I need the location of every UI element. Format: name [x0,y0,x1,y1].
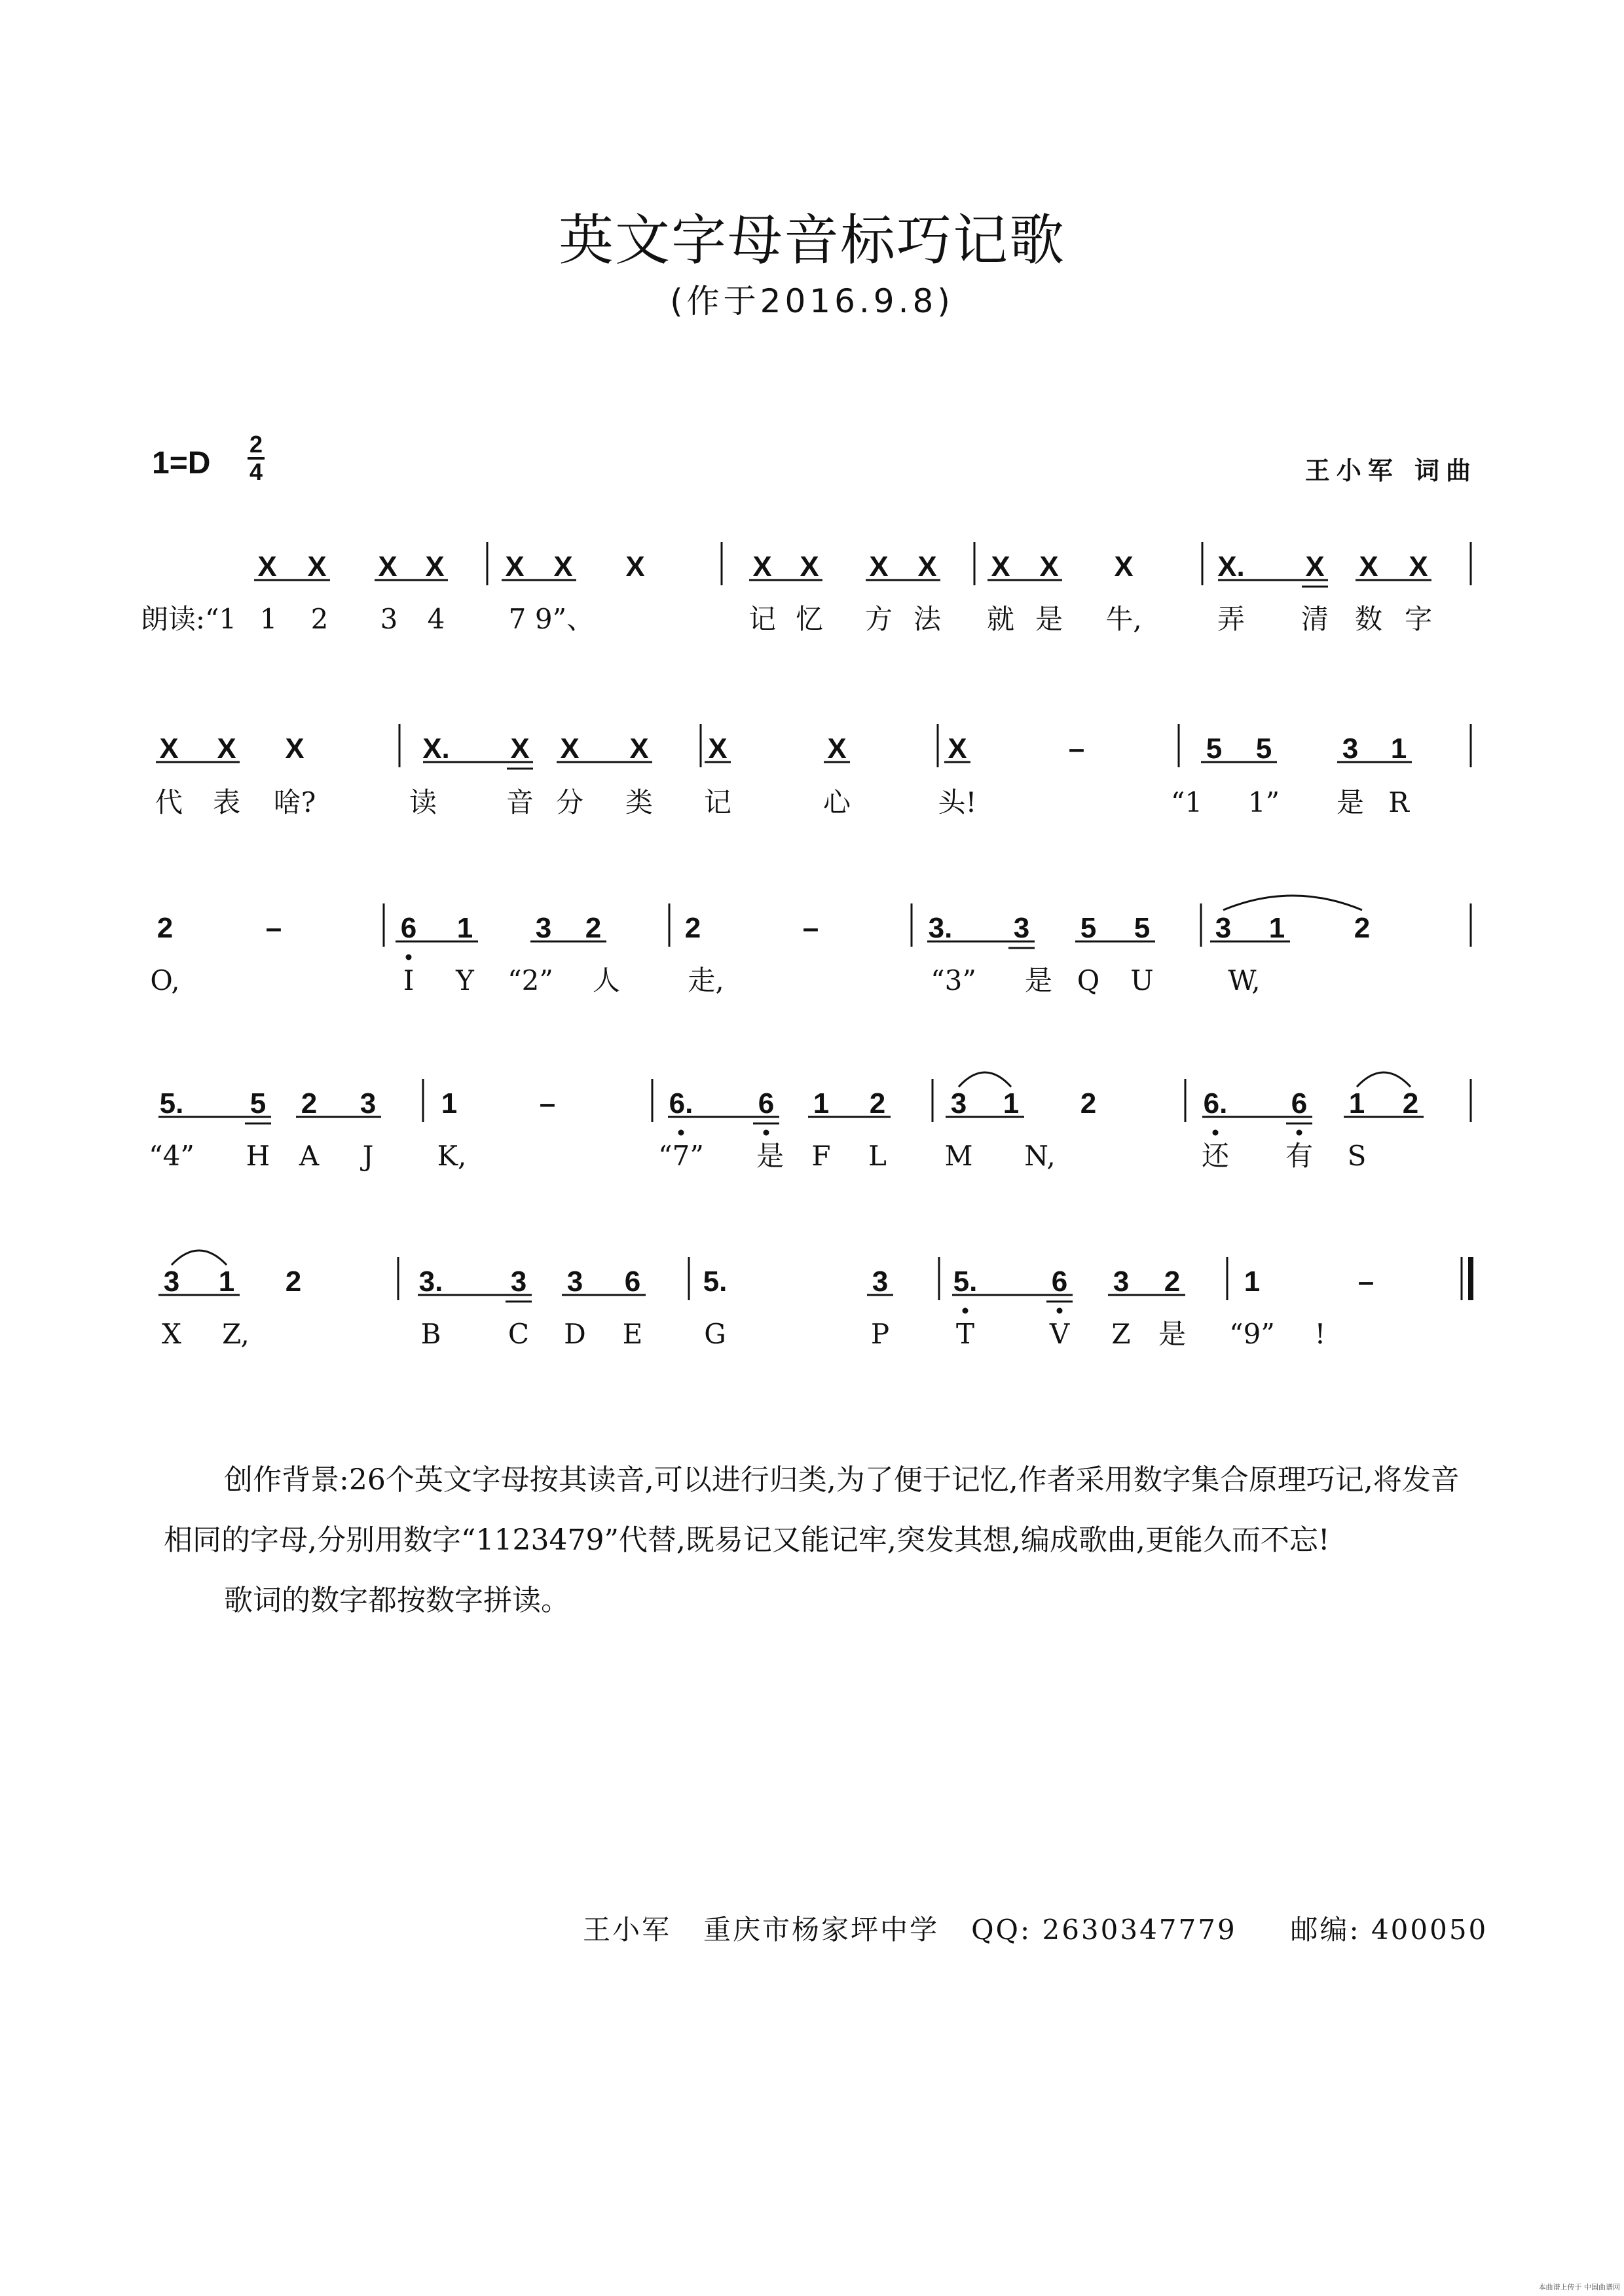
tie-arc [1223,896,1362,910]
time-top: 2 [249,431,263,458]
lyric-syllable: 是 [1158,1318,1187,1350]
jianpu-note: – [1357,1266,1375,1298]
jianpu-note: 1 [218,1266,235,1298]
jianpu-note: 1 [1244,1266,1261,1298]
lyric-syllable: J [362,1140,374,1172]
jianpu-note: 3 [950,1087,967,1120]
lyric-syllable: 有 [1285,1140,1314,1172]
lyric-syllable: “3” [931,964,976,996]
jianpu-note: 5. [159,1087,184,1120]
jianpu-note: 5. [953,1266,978,1298]
lyric-syllable: 方 [864,603,893,635]
jianpu-note: 3 [535,912,552,944]
lyric-syllable: 字 [1404,603,1433,635]
jianpu-note: X [869,551,889,583]
lyric-syllable: 是 [1024,964,1053,996]
lyric-syllable: 就 [986,603,1015,635]
jianpu-note: 5 [1255,733,1272,765]
jianpu-note: X [217,733,236,765]
lyric-syllable: S [1347,1140,1367,1172]
jianpu-note: X [708,733,728,765]
lyric-syllable: F [811,1140,831,1172]
jianpu-note: 1 [456,912,473,944]
lyric-syllable: 头! [938,786,977,818]
lyric-syllable: “4” [149,1140,194,1172]
jianpu-note: X [1114,551,1134,583]
jianpu-note: X. [422,733,450,765]
jianpu-note: 2 [585,912,602,944]
low-octave-dot [406,955,411,960]
lyric-syllable: Z, [222,1318,249,1350]
lyric-syllable: N, [1024,1140,1056,1172]
jianpu-note: 2 [869,1087,886,1120]
low-octave-dot [1297,1130,1302,1135]
lyric-syllable: 走, [688,964,724,996]
low-octave-dot [764,1130,769,1135]
jianpu-note: 3 [1215,912,1232,944]
jianpu-note: 3 [510,1266,527,1298]
jianpu-note: 6. [1203,1087,1228,1120]
lyric-syllable: 还 [1201,1140,1230,1172]
lyric-syllable: 弄 [1217,603,1246,635]
jianpu-note: X [159,733,179,765]
lyric-syllable: C [507,1318,530,1350]
jianpu-note: X [827,733,847,765]
lyric-syllable: 法 [913,603,942,635]
lyric-syllable: 分 [555,786,584,818]
jianpu-note: 5 [1206,733,1223,765]
jianpu-note: 6 [1051,1266,1068,1298]
lyric-syllable: 啥? [273,786,316,818]
lyric-syllable: L [868,1140,887,1172]
jianpu-note: X [307,551,327,583]
low-octave-dot [678,1130,684,1135]
jianpu-note: X [257,551,277,583]
song-title: 英文字母音标巧记歌 [558,208,1065,272]
lyric-syllable: 7 [508,603,526,635]
jianpu-note: X [505,551,525,583]
lyric-syllable: I [403,964,415,996]
low-octave-dot [1213,1130,1218,1135]
jianpu-note: 3. [418,1266,443,1298]
lyric-syllable: U [1130,964,1154,996]
lyric-syllable: 1 [259,603,278,635]
jianpu-note: 6 [1291,1087,1308,1120]
key-signature: 1=D [152,446,211,481]
jianpu-note: 5 [1134,912,1151,944]
lyric-syllable: A [299,1140,320,1172]
jianpu-note: 6 [400,912,417,944]
lyric-syllable: 是 [1336,786,1365,818]
jianpu-note: 1 [1390,733,1407,765]
tie-arc [172,1250,227,1265]
lyric-syllable: 朗读:“1 [140,603,237,635]
lyric-syllable: 清 [1301,603,1329,635]
jianpu-note: X [629,733,649,765]
jianpu-note: X [1359,551,1378,583]
jianpu-note: 5 [1080,912,1097,944]
jianpu-note: 2 [1354,912,1371,944]
lyric-syllable: 类 [625,786,654,818]
jianpu-note: X [752,551,772,583]
jianpu-note: 3 [163,1266,180,1298]
lyric-syllable: E [622,1318,643,1350]
jianpu-note: X [425,551,445,583]
jianpu-note: X [991,551,1010,583]
jianpu-note: X. [1217,551,1245,583]
jianpu-note: 6 [758,1087,775,1120]
lyric-syllable: V [1049,1318,1070,1350]
jianpu-note: 3 [1013,912,1030,944]
lyric-syllable: 忆 [795,603,824,635]
jianpu-note: 2 [1402,1087,1419,1120]
lyric-syllable: W, [1228,964,1261,996]
jianpu-note: 3 [1342,733,1359,765]
lyric-syllable: 心 [822,786,851,818]
lyric-syllable: 表 [212,786,241,818]
lyric-syllable: 记 [703,786,732,818]
song-subtitle: (作于2016.9.8) [670,282,954,320]
jianpu-note: 3 [566,1266,583,1298]
jianpu-note: – [1068,733,1085,765]
jianpu-note: 5 [249,1087,267,1120]
lyric-syllable: 记 [748,603,777,635]
jianpu-note: – [265,912,282,944]
lyric-syllable: 读 [409,786,437,818]
lyric-syllable: “2” [507,964,553,996]
jianpu-note: X [1409,551,1428,583]
lyric-syllable: 9”、 [534,603,595,635]
jianpu-note: 6 [624,1266,641,1298]
low-octave-dot [1057,1308,1062,1313]
lyric-syllable: P [870,1318,890,1350]
background-paragraph: 创作背景:26个英文字母按其读音,可以进行归类,为了便于记忆,作者采用数字集合原理巧记,将发音相同的字母,分别用数字“1123479”代替,既易记又能记牢,突发其想,编成歌曲,更能久而不忘! [164,1463,1460,1557]
jianpu-note: 3. [928,912,953,944]
watermark: 本曲谱上传于 中国曲谱网 [1538,2283,1620,2291]
lyric-syllable: D [564,1318,586,1350]
lyric-syllable: “1 [1170,786,1203,818]
creation-background [164,1450,1473,1631]
jianpu-note: 6. [669,1087,693,1120]
lyric-syllable: T [955,1318,975,1350]
time-bottom: 4 [249,458,263,485]
jianpu-note: X [800,551,819,583]
lyric-syllable: 是 [756,1140,784,1172]
jianpu-note: 3 [872,1266,889,1298]
jianpu-note: 5. [703,1266,728,1298]
jianpu-note: X [553,551,573,583]
jianpu-note: 1 [1003,1087,1020,1120]
jianpu-note: 1 [813,1087,830,1120]
lyric-syllable: 是 [1035,603,1063,635]
contact-info: 王小军 重庆市杨家坪中学 QQ: 2630347779 邮编: 400050 [583,1914,1488,1946]
jianpu-note: 2 [157,912,174,944]
lyric-syllable: O, [150,964,180,996]
lyric-syllable: 音 [506,786,534,818]
lyric-syllable: Y [456,964,474,996]
author-credit: 王小军 词曲 [1304,456,1477,485]
jianpu-note: X [285,733,304,765]
lyric-syllable: 4 [427,603,445,635]
lyric-syllable: 人 [592,964,621,996]
lyric-syllable: X [162,1318,181,1350]
jianpu-note: – [539,1087,556,1120]
tie-arc [1357,1072,1411,1087]
jianpu-note: 3 [1113,1266,1130,1298]
lyric-syllable: M [944,1140,973,1172]
jianpu-note: 2 [684,912,701,944]
lyric-syllable: “7” [658,1140,704,1172]
jianpu-note: X [560,733,580,765]
lyric-syllable: K, [437,1140,467,1172]
lyric-syllable: G [704,1318,726,1350]
jianpu-note: 1 [1268,912,1285,944]
lyric-syllable: Z [1111,1318,1131,1350]
lyric-syllable: 2 [310,603,329,635]
jianpu-note: 1 [1348,1087,1365,1120]
lyric-syllable: H [246,1140,270,1172]
jianpu-note: X [1305,551,1325,583]
lyric-syllable: 1” [1247,786,1280,818]
lyric-syllable: ! [1314,1318,1326,1350]
lyric-syllable: “9” [1229,1318,1275,1350]
lyric-syllable: 数 [1354,603,1383,635]
jianpu-note: X [1039,551,1059,583]
lyric-syllable: 牛, [1105,603,1142,635]
jianpu-note: 3 [360,1087,377,1120]
jianpu-note: X [510,733,530,765]
lyric-syllable: R [1388,786,1409,818]
lyric-syllable: 3 [380,603,398,635]
jianpu-note: 2 [1164,1266,1181,1298]
jianpu-note: X [917,551,937,583]
jianpu-note: 2 [301,1087,318,1120]
jianpu-note: 2 [1080,1087,1097,1120]
jianpu-note: X [625,551,645,583]
tie-arc [959,1072,1011,1087]
jianpu-note: – [802,912,819,944]
lyric-syllable: 代 [155,786,183,818]
lyrics-note: 歌词的数字都按数字拼读。 [224,1584,570,1617]
jianpu-note: 2 [285,1266,302,1298]
jianpu-note: X [948,733,967,765]
lyric-syllable: Q [1077,964,1100,996]
jianpu-note: 1 [441,1087,458,1120]
lyric-syllable: B [420,1318,441,1350]
jianpu-note: X [378,551,397,583]
low-octave-dot [963,1308,968,1313]
